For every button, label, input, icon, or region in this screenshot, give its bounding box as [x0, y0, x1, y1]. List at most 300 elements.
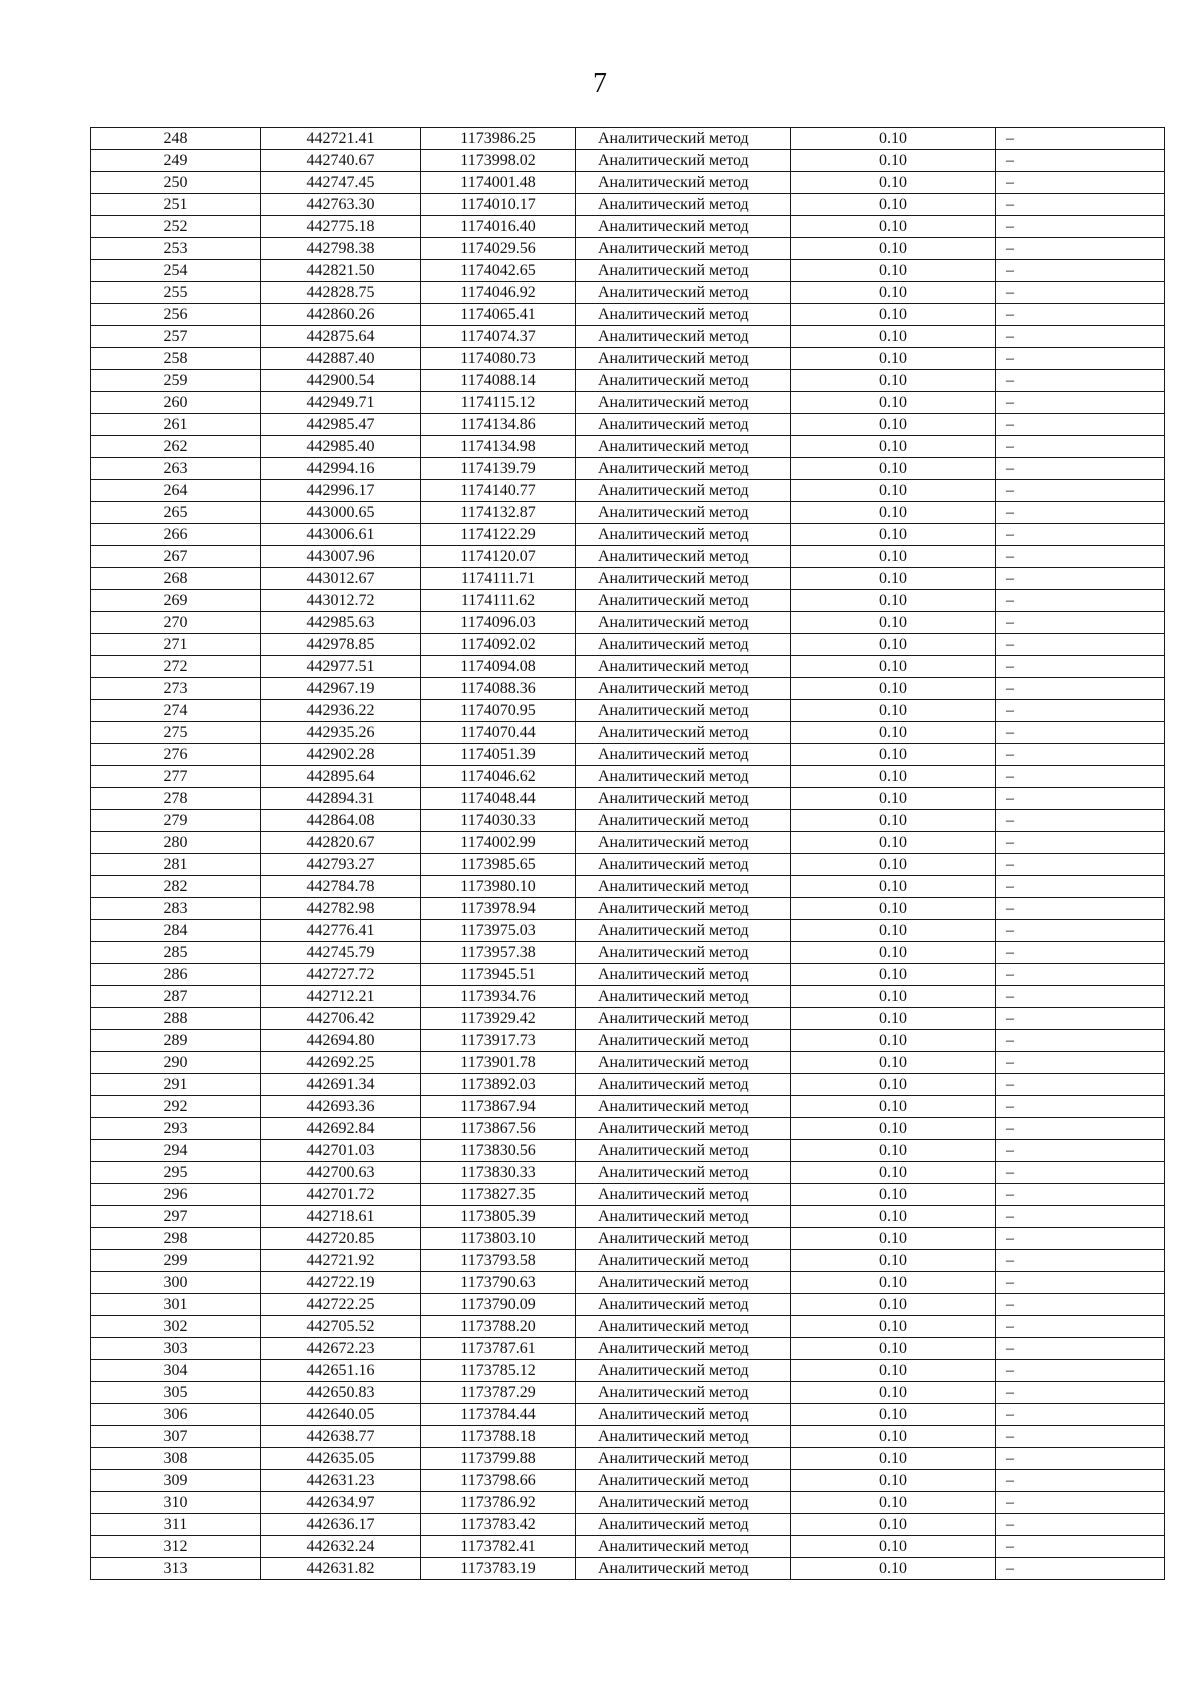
method-cell: Аналитический метод — [576, 392, 791, 414]
x-coordinate-cell: 442895.64 — [261, 766, 421, 788]
error-description-cell: – — [996, 502, 1165, 524]
x-coordinate-cell: 442985.40 — [261, 436, 421, 458]
method-cell: Аналитический метод — [576, 1360, 791, 1382]
error-description-cell: – — [996, 392, 1165, 414]
y-coordinate-cell: 1174134.98 — [421, 436, 576, 458]
x-coordinate-cell: 442712.21 — [261, 986, 421, 1008]
method-cell: Аналитический метод — [576, 1118, 791, 1140]
y-coordinate-cell: 1174010.17 — [421, 194, 576, 216]
method-cell: Аналитический метод — [576, 722, 791, 744]
error-description-cell: – — [996, 700, 1165, 722]
point-number-cell: 269 — [91, 590, 261, 612]
point-number-cell: 310 — [91, 1492, 261, 1514]
error-description-cell: – — [996, 370, 1165, 392]
table-row — [91, 348, 1165, 370]
accuracy-cell: 0.10 — [791, 1206, 996, 1228]
method-cell: Аналитический метод — [576, 964, 791, 986]
table-row — [91, 480, 1165, 502]
table-row — [91, 898, 1165, 920]
method-cell: Аналитический метод — [576, 304, 791, 326]
x-coordinate-cell: 442672.23 — [261, 1338, 421, 1360]
error-description-cell: – — [996, 1250, 1165, 1272]
y-coordinate-cell: 1174094.08 — [421, 656, 576, 678]
error-description-cell: – — [996, 1426, 1165, 1448]
method-cell: Аналитический метод — [576, 590, 791, 612]
table-row — [91, 370, 1165, 392]
error-description-cell: – — [996, 1228, 1165, 1250]
accuracy-cell: 0.10 — [791, 502, 996, 524]
x-coordinate-cell: 442693.36 — [261, 1096, 421, 1118]
accuracy-cell: 0.10 — [791, 172, 996, 194]
table-row — [91, 194, 1165, 216]
method-cell: Аналитический метод — [576, 832, 791, 854]
x-coordinate-cell: 442936.22 — [261, 700, 421, 722]
y-coordinate-cell: 1173998.02 — [421, 150, 576, 172]
accuracy-cell: 0.10 — [791, 612, 996, 634]
point-number-cell: 254 — [91, 260, 261, 282]
accuracy-cell: 0.10 — [791, 392, 996, 414]
table-row — [91, 1096, 1165, 1118]
table-row — [91, 502, 1165, 524]
table-row — [91, 458, 1165, 480]
y-coordinate-cell: 1173785.12 — [421, 1360, 576, 1382]
error-description-cell: – — [996, 238, 1165, 260]
y-coordinate-cell: 1173827.35 — [421, 1184, 576, 1206]
y-coordinate-cell: 1174088.14 — [421, 370, 576, 392]
table-row — [91, 304, 1165, 326]
point-number-cell: 249 — [91, 150, 261, 172]
x-coordinate-cell: 442784.78 — [261, 876, 421, 898]
x-coordinate-cell: 442894.31 — [261, 788, 421, 810]
table-row — [91, 1382, 1165, 1404]
error-description-cell: – — [996, 1162, 1165, 1184]
y-coordinate-cell: 1174092.02 — [421, 634, 576, 656]
table-row — [91, 546, 1165, 568]
accuracy-cell: 0.10 — [791, 414, 996, 436]
error-description-cell: – — [996, 1404, 1165, 1426]
y-coordinate-cell: 1174051.39 — [421, 744, 576, 766]
point-number-cell: 297 — [91, 1206, 261, 1228]
error-description-cell: – — [996, 612, 1165, 634]
table-row — [91, 524, 1165, 546]
accuracy-cell: 0.10 — [791, 1426, 996, 1448]
error-description-cell: – — [996, 1272, 1165, 1294]
table-row — [91, 1360, 1165, 1382]
method-cell: Аналитический метод — [576, 150, 791, 172]
y-coordinate-cell: 1174120.07 — [421, 546, 576, 568]
accuracy-cell: 0.10 — [791, 898, 996, 920]
method-cell: Аналитический метод — [576, 238, 791, 260]
point-number-cell: 298 — [91, 1228, 261, 1250]
method-cell: Аналитический метод — [576, 414, 791, 436]
x-coordinate-cell: 442638.77 — [261, 1426, 421, 1448]
y-coordinate-cell: 1174140.77 — [421, 480, 576, 502]
y-coordinate-cell: 1173830.56 — [421, 1140, 576, 1162]
accuracy-cell: 0.10 — [791, 304, 996, 326]
error-description-cell: – — [996, 942, 1165, 964]
method-cell: Аналитический метод — [576, 128, 791, 150]
accuracy-cell: 0.10 — [791, 788, 996, 810]
table-row — [91, 172, 1165, 194]
method-cell: Аналитический метод — [576, 282, 791, 304]
accuracy-cell: 0.10 — [791, 1448, 996, 1470]
method-cell: Аналитический метод — [576, 1404, 791, 1426]
x-coordinate-cell: 442701.72 — [261, 1184, 421, 1206]
point-number-cell: 280 — [91, 832, 261, 854]
y-coordinate-cell: 1173901.78 — [421, 1052, 576, 1074]
error-description-cell: – — [996, 1030, 1165, 1052]
x-coordinate-cell: 442691.34 — [261, 1074, 421, 1096]
table-row — [91, 1250, 1165, 1272]
accuracy-cell: 0.10 — [791, 1162, 996, 1184]
point-number-cell: 313 — [91, 1558, 261, 1580]
method-cell: Аналитический метод — [576, 1448, 791, 1470]
error-description-cell: – — [996, 722, 1165, 744]
error-description-cell: – — [996, 546, 1165, 568]
y-coordinate-cell: 1173783.19 — [421, 1558, 576, 1580]
accuracy-cell: 0.10 — [791, 656, 996, 678]
accuracy-cell: 0.10 — [791, 1228, 996, 1250]
method-cell: Аналитический метод — [576, 458, 791, 480]
table-row — [91, 920, 1165, 942]
table-row — [91, 876, 1165, 898]
point-number-cell: 296 — [91, 1184, 261, 1206]
y-coordinate-cell: 1173975.03 — [421, 920, 576, 942]
point-number-cell: 287 — [91, 986, 261, 1008]
x-coordinate-cell: 443012.72 — [261, 590, 421, 612]
error-description-cell: – — [996, 568, 1165, 590]
table-row — [91, 810, 1165, 832]
y-coordinate-cell: 1173783.42 — [421, 1514, 576, 1536]
point-number-cell: 285 — [91, 942, 261, 964]
point-number-cell: 253 — [91, 238, 261, 260]
point-number-cell: 307 — [91, 1426, 261, 1448]
y-coordinate-cell: 1173782.41 — [421, 1536, 576, 1558]
y-coordinate-cell: 1173798.66 — [421, 1470, 576, 1492]
x-coordinate-cell: 442935.26 — [261, 722, 421, 744]
point-number-cell: 295 — [91, 1162, 261, 1184]
table-row — [91, 436, 1165, 458]
x-coordinate-cell: 442996.17 — [261, 480, 421, 502]
accuracy-cell: 0.10 — [791, 590, 996, 612]
point-number-cell: 275 — [91, 722, 261, 744]
method-cell: Аналитический метод — [576, 546, 791, 568]
table-row — [91, 568, 1165, 590]
point-number-cell: 272 — [91, 656, 261, 678]
x-coordinate-cell: 442967.19 — [261, 678, 421, 700]
table-row — [91, 590, 1165, 612]
accuracy-cell: 0.10 — [791, 524, 996, 546]
coordinates-table-body — [91, 128, 1165, 1580]
y-coordinate-cell: 1173799.88 — [421, 1448, 576, 1470]
x-coordinate-cell: 442700.63 — [261, 1162, 421, 1184]
x-coordinate-cell: 442631.23 — [261, 1470, 421, 1492]
y-coordinate-cell: 1174042.65 — [421, 260, 576, 282]
table-row — [91, 744, 1165, 766]
x-coordinate-cell: 443012.67 — [261, 568, 421, 590]
error-description-cell: – — [996, 1184, 1165, 1206]
table-row — [91, 1338, 1165, 1360]
method-cell: Аналитический метод — [576, 1382, 791, 1404]
method-cell: Аналитический метод — [576, 810, 791, 832]
method-cell: Аналитический метод — [576, 1140, 791, 1162]
error-description-cell: – — [996, 788, 1165, 810]
point-number-cell: 290 — [91, 1052, 261, 1074]
y-coordinate-cell: 1173784.44 — [421, 1404, 576, 1426]
point-number-cell: 251 — [91, 194, 261, 216]
accuracy-cell: 0.10 — [791, 1096, 996, 1118]
method-cell: Аналитический метод — [576, 678, 791, 700]
error-description-cell: – — [996, 590, 1165, 612]
method-cell: Аналитический метод — [576, 524, 791, 546]
method-cell: Аналитический метод — [576, 898, 791, 920]
error-description-cell: – — [996, 1140, 1165, 1162]
y-coordinate-cell: 1174122.29 — [421, 524, 576, 546]
y-coordinate-cell: 1174070.44 — [421, 722, 576, 744]
y-coordinate-cell: 1174096.03 — [421, 612, 576, 634]
point-number-cell: 284 — [91, 920, 261, 942]
method-cell: Аналитический метод — [576, 1096, 791, 1118]
point-number-cell: 283 — [91, 898, 261, 920]
y-coordinate-cell: 1173787.29 — [421, 1382, 576, 1404]
table-row — [91, 1492, 1165, 1514]
method-cell: Аналитический метод — [576, 370, 791, 392]
y-coordinate-cell: 1174016.40 — [421, 216, 576, 238]
table-row — [91, 1316, 1165, 1338]
method-cell: Аналитический метод — [576, 1514, 791, 1536]
method-cell: Аналитический метод — [576, 502, 791, 524]
x-coordinate-cell: 442782.98 — [261, 898, 421, 920]
table-row — [91, 986, 1165, 1008]
method-cell: Аналитический метод — [576, 942, 791, 964]
y-coordinate-cell: 1174002.99 — [421, 832, 576, 854]
accuracy-cell: 0.10 — [791, 568, 996, 590]
method-cell: Аналитический метод — [576, 1470, 791, 1492]
point-number-cell: 256 — [91, 304, 261, 326]
y-coordinate-cell: 1174074.37 — [421, 326, 576, 348]
method-cell: Аналитический метод — [576, 766, 791, 788]
y-coordinate-cell: 1174029.56 — [421, 238, 576, 260]
method-cell: Аналитический метод — [576, 480, 791, 502]
table-row — [91, 150, 1165, 172]
error-description-cell: – — [996, 1206, 1165, 1228]
error-description-cell: – — [996, 678, 1165, 700]
table-row — [91, 1184, 1165, 1206]
method-cell: Аналитический метод — [576, 1316, 791, 1338]
x-coordinate-cell: 442692.84 — [261, 1118, 421, 1140]
x-coordinate-cell: 442798.38 — [261, 238, 421, 260]
x-coordinate-cell: 442705.52 — [261, 1316, 421, 1338]
error-description-cell: – — [996, 876, 1165, 898]
accuracy-cell: 0.10 — [791, 1118, 996, 1140]
accuracy-cell: 0.10 — [791, 986, 996, 1008]
point-number-cell: 250 — [91, 172, 261, 194]
error-description-cell: – — [996, 480, 1165, 502]
error-description-cell: – — [996, 766, 1165, 788]
accuracy-cell: 0.10 — [791, 1052, 996, 1074]
accuracy-cell: 0.10 — [791, 1558, 996, 1580]
y-coordinate-cell: 1173978.94 — [421, 898, 576, 920]
y-coordinate-cell: 1174046.92 — [421, 282, 576, 304]
point-number-cell: 265 — [91, 502, 261, 524]
accuracy-cell: 0.10 — [791, 480, 996, 502]
method-cell: Аналитический метод — [576, 612, 791, 634]
error-description-cell: – — [996, 1052, 1165, 1074]
x-coordinate-cell: 442727.72 — [261, 964, 421, 986]
point-number-cell: 288 — [91, 1008, 261, 1030]
table-row — [91, 1272, 1165, 1294]
method-cell: Аналитический метод — [576, 1074, 791, 1096]
method-cell: Аналитический метод — [576, 854, 791, 876]
y-coordinate-cell: 1173980.10 — [421, 876, 576, 898]
accuracy-cell: 0.10 — [791, 1184, 996, 1206]
y-coordinate-cell: 1173957.38 — [421, 942, 576, 964]
error-description-cell: – — [996, 964, 1165, 986]
table-row — [91, 1118, 1165, 1140]
point-number-cell: 305 — [91, 1382, 261, 1404]
method-cell: Аналитический метод — [576, 744, 791, 766]
point-number-cell: 301 — [91, 1294, 261, 1316]
error-description-cell: – — [996, 1008, 1165, 1030]
x-coordinate-cell: 442864.08 — [261, 810, 421, 832]
method-cell: Аналитический метод — [576, 656, 791, 678]
point-number-cell: 259 — [91, 370, 261, 392]
x-coordinate-cell: 442722.25 — [261, 1294, 421, 1316]
accuracy-cell: 0.10 — [791, 1360, 996, 1382]
accuracy-cell: 0.10 — [791, 1030, 996, 1052]
accuracy-cell: 0.10 — [791, 1536, 996, 1558]
x-coordinate-cell: 443006.61 — [261, 524, 421, 546]
error-description-cell: – — [996, 1536, 1165, 1558]
x-coordinate-cell: 442776.41 — [261, 920, 421, 942]
point-number-cell: 286 — [91, 964, 261, 986]
x-coordinate-cell: 442722.19 — [261, 1272, 421, 1294]
y-coordinate-cell: 1173986.25 — [421, 128, 576, 150]
table-row — [91, 1228, 1165, 1250]
accuracy-cell: 0.10 — [791, 282, 996, 304]
accuracy-cell: 0.10 — [791, 876, 996, 898]
accuracy-cell: 0.10 — [791, 964, 996, 986]
method-cell: Аналитический метод — [576, 1536, 791, 1558]
method-cell: Аналитический метод — [576, 1228, 791, 1250]
method-cell: Аналитический метод — [576, 1162, 791, 1184]
y-coordinate-cell: 1173790.09 — [421, 1294, 576, 1316]
accuracy-cell: 0.10 — [791, 1140, 996, 1162]
method-cell: Аналитический метод — [576, 920, 791, 942]
accuracy-cell: 0.10 — [791, 678, 996, 700]
table-row — [91, 1074, 1165, 1096]
x-coordinate-cell: 442902.28 — [261, 744, 421, 766]
accuracy-cell: 0.10 — [791, 326, 996, 348]
accuracy-cell: 0.10 — [791, 1294, 996, 1316]
x-coordinate-cell: 442721.41 — [261, 128, 421, 150]
method-cell: Аналитический метод — [576, 1426, 791, 1448]
x-coordinate-cell: 443007.96 — [261, 546, 421, 568]
accuracy-cell: 0.10 — [791, 436, 996, 458]
error-description-cell: – — [996, 1294, 1165, 1316]
point-number-cell: 258 — [91, 348, 261, 370]
x-coordinate-cell: 442821.50 — [261, 260, 421, 282]
table-row — [91, 1008, 1165, 1030]
x-coordinate-cell: 442875.64 — [261, 326, 421, 348]
method-cell: Аналитический метод — [576, 172, 791, 194]
y-coordinate-cell: 1173805.39 — [421, 1206, 576, 1228]
point-number-cell: 291 — [91, 1074, 261, 1096]
x-coordinate-cell: 442978.85 — [261, 634, 421, 656]
y-coordinate-cell: 1173786.92 — [421, 1492, 576, 1514]
table-row — [91, 942, 1165, 964]
point-number-cell: 260 — [91, 392, 261, 414]
y-coordinate-cell: 1173788.18 — [421, 1426, 576, 1448]
error-description-cell: – — [996, 326, 1165, 348]
y-coordinate-cell: 1173830.33 — [421, 1162, 576, 1184]
y-coordinate-cell: 1174139.79 — [421, 458, 576, 480]
table-row — [91, 1558, 1165, 1580]
error-description-cell: – — [996, 524, 1165, 546]
table-row — [91, 414, 1165, 436]
x-coordinate-cell: 442640.05 — [261, 1404, 421, 1426]
method-cell: Аналитический метод — [576, 1558, 791, 1580]
y-coordinate-cell: 1173867.94 — [421, 1096, 576, 1118]
error-description-cell: – — [996, 810, 1165, 832]
x-coordinate-cell: 442994.16 — [261, 458, 421, 480]
point-number-cell: 309 — [91, 1470, 261, 1492]
table-row — [91, 1162, 1165, 1184]
method-cell: Аналитический метод — [576, 876, 791, 898]
point-number-cell: 292 — [91, 1096, 261, 1118]
y-coordinate-cell: 1174065.41 — [421, 304, 576, 326]
table-row — [91, 1536, 1165, 1558]
y-coordinate-cell: 1174111.62 — [421, 590, 576, 612]
y-coordinate-cell: 1173787.61 — [421, 1338, 576, 1360]
accuracy-cell: 0.10 — [791, 1382, 996, 1404]
method-cell: Аналитический метод — [576, 260, 791, 282]
error-description-cell: – — [996, 1096, 1165, 1118]
y-coordinate-cell: 1174030.33 — [421, 810, 576, 832]
point-number-cell: 299 — [91, 1250, 261, 1272]
x-coordinate-cell: 442631.82 — [261, 1558, 421, 1580]
method-cell: Аналитический метод — [576, 1294, 791, 1316]
table-row — [91, 766, 1165, 788]
table-row — [91, 1426, 1165, 1448]
point-number-cell: 266 — [91, 524, 261, 546]
table-row — [91, 1294, 1165, 1316]
point-number-cell: 279 — [91, 810, 261, 832]
x-coordinate-cell: 442632.24 — [261, 1536, 421, 1558]
point-number-cell: 273 — [91, 678, 261, 700]
x-coordinate-cell: 442860.26 — [261, 304, 421, 326]
point-number-cell: 264 — [91, 480, 261, 502]
point-number-cell: 257 — [91, 326, 261, 348]
point-number-cell: 252 — [91, 216, 261, 238]
point-number-cell: 263 — [91, 458, 261, 480]
method-cell: Аналитический метод — [576, 436, 791, 458]
error-description-cell: – — [996, 304, 1165, 326]
accuracy-cell: 0.10 — [791, 920, 996, 942]
accuracy-cell: 0.10 — [791, 1008, 996, 1030]
x-coordinate-cell: 442985.63 — [261, 612, 421, 634]
error-description-cell: – — [996, 458, 1165, 480]
accuracy-cell: 0.10 — [791, 1514, 996, 1536]
point-number-cell: 312 — [91, 1536, 261, 1558]
accuracy-cell: 0.10 — [791, 348, 996, 370]
accuracy-cell: 0.10 — [791, 700, 996, 722]
table-row — [91, 656, 1165, 678]
accuracy-cell: 0.10 — [791, 1074, 996, 1096]
point-number-cell: 281 — [91, 854, 261, 876]
y-coordinate-cell: 1174132.87 — [421, 502, 576, 524]
y-coordinate-cell: 1174111.71 — [421, 568, 576, 590]
